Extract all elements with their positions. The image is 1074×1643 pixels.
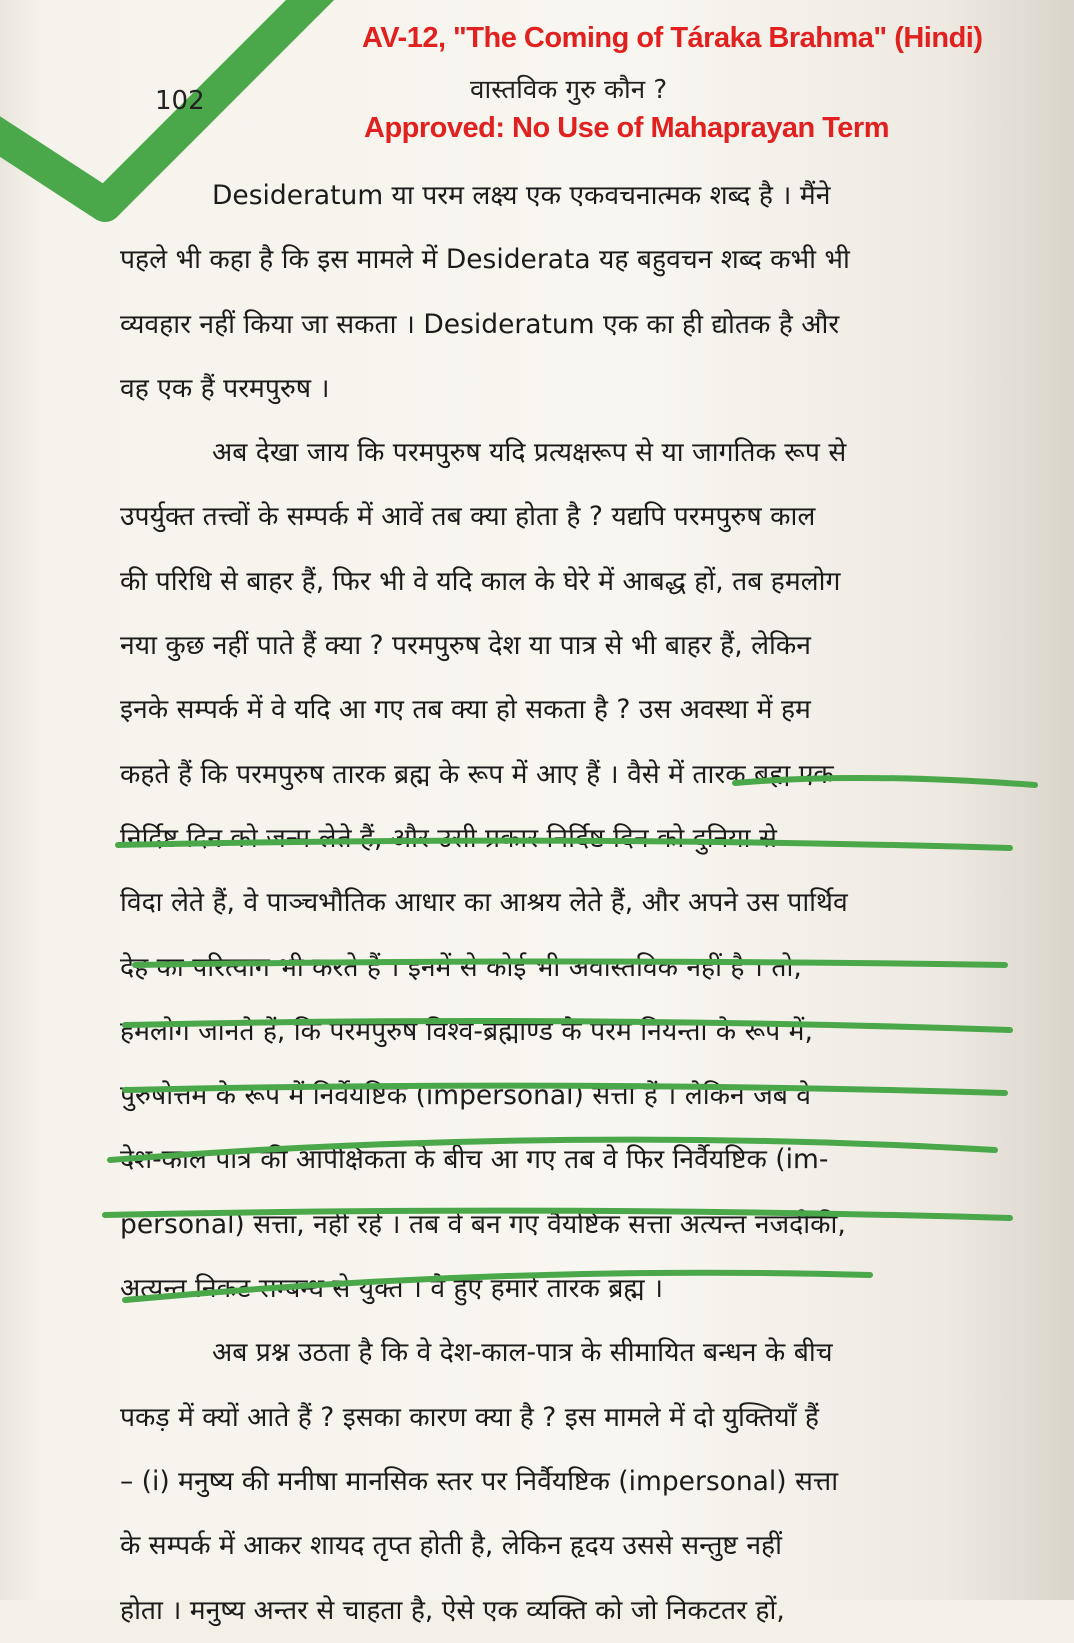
text-line: व्यवहार नहीं किया जा सकता । Desideratum एक का ही द्योतक है और [120,308,840,340]
text-line: – (i) मनुष्य की मनीषा मानसिक स्तर पर निर्वैयष्टिक (impersonal) सत्ता [120,1465,839,1497]
text-line: नया कुछ नहीं पाते हैं क्या ? परमपुरुष देश या पात्र से भी बाहर हैं, लेकिन [120,630,811,662]
text-line: के सम्पर्क में आकर शायद तृप्त होती है, लेकिन हृदय उससे सन्तुष्ट नहीं [120,1530,782,1562]
text-line: पकड़ में क्यों आते हैं ? इसका कारण क्या है ? इस मामले में दो युक्तियाँ हैं [120,1401,819,1433]
text-line: देह का परित्याग भी करते हैं । इनमें से कोई भी अवास्तविक नहीं है । तो, [120,951,802,983]
annotation-approval: Approved: No Use of Mahaprayan Term [364,112,890,144]
text-line: उपर्युक्त तत्त्वों के सम्पर्क में आवें तब क्या होता है ? यद्यपि परमपुरुष काल [120,501,816,533]
body-text [120,164,1015,1643]
running-head: वास्तविक गुरु कौन ? [470,75,668,105]
text-line: पहले भी कहा है कि इस मामले में Desiderata यह बहुवचन शब्द कभी भी [120,244,850,276]
text-line: पुरुषोत्तम के रूप में निर्वैयष्टिक (impersonal) सत्ता हैं । लेकिन जब वे [120,1080,812,1112]
text-line: देश-काल पात्र की आपेक्षिकता के बीच आ गए तब वे फिर निर्वैयष्टिक (im- [120,1144,829,1176]
text-line: अत्यन्त निकट सम्बन्ध से युक्त । वे हुए हमारे तारक ब्रह्म । [120,1273,664,1305]
page-number: 102 [155,86,205,116]
annotation-title: AV-12, "The Coming of Táraka Brahma" (Hindi) [362,22,983,54]
text-line: अब देखा जाय कि परमपुरुष यदि प्रत्यक्षरूप से या जागतिक रूप से [212,437,847,469]
text-line: निर्दिष्ट दिन को जन्म लेते हैं, और उसी प्रकार निर्दिष्ट दिन को दुनिया से [120,822,777,854]
text-line: Desideratum या परम लक्ष्य एक एकवचनात्मक शब्द है । मैंने [212,180,831,211]
text-line: कहते हैं कि परमपुरुष तारक ब्रह्म के रूप में आए हैं । वैसे में तारक ब्रह्म एक [120,758,834,790]
text-line: वह एक हैं परमपुरुष । [120,372,330,404]
text-line: की परिधि से बाहर हैं, फिर भी वे यदि काल के घेरे में आबद्ध हों, तब हमलोग [120,565,841,597]
text-line: इनके सम्पर्क में वे यदि आ गए तब क्या हो सकता है ? उस अवस्था में हम [120,694,811,726]
text-line: हमलोग जानते हैं, कि परमपुरुष विश्व-ब्रह्माण्ड के परम नियन्ता के रूप में, [120,1015,813,1047]
text-line: विदा लेते हैं, वे पाञ्चभौतिक आधार का आश्रय लेते हैं, और अपने उस पार्थिव [120,887,848,919]
text-line: personal) सत्ता, नहीं रहे । तब वे बन गए वैयष्टिक सत्ता अत्यन्त नजदीकी, [120,1208,846,1240]
text-line: अब प्रश्न उठता है कि वे देश-काल-पात्र के सीमायित बन्धन के बीच [212,1337,833,1369]
text-line: होता । मनुष्य अन्तर से चाहता है, ऐसे एक व्यक्ति को जो निकटतर हों, [120,1594,785,1626]
